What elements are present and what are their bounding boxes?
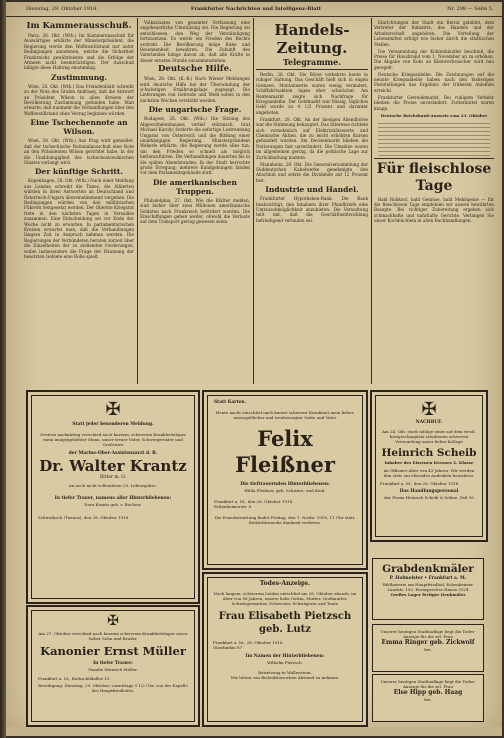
obituary-mueller — [26, 605, 200, 727]
headline-zustimmung: Zustimmung. — [50, 72, 108, 82]
article-text: Frankfurter Hypotheken-Bank. Die Bank beabsichtigt, den Inhabern ihrer Pfandbriefe eine Umtauschmöglichkeit anzubieten. Die Verwaltung teilt mit, daß die Geschäftsentwicklung befriedigend verlaufen sei. — [256, 196, 368, 223]
deceased-name: Frau Elisabeth Pietzsch geb. Lutz — [218, 611, 352, 635]
ad-place-date: Frankfurt a. M., den 28. Oktober 1918. — [380, 481, 460, 486]
ad-top-line: Statt jeder besonderen Meldung. — [72, 422, 154, 427]
article-text: Volksstaates von gesamter Verfassung eine ungeheuerliche Umwälzung sei. Die Regierung sei entschlossen, den Weg der Verständigung fortzusetzen. Es werde ein Frieden des Rechts erstrebt. Die Bevölkerung möge Ruhe und Besonnenheit bewahren. Die Zukunft des Vaterlandes hänge davon ab, daß alle Kräfte in dieser ernsten Stunde zusammenstehen. — [140, 20, 250, 63]
ad-firm: P. Holmeister • Frankfurt a. M. — [389, 576, 467, 581]
article-text: Frankfurt, 28. Okt. An der hiesigen Abendbörse war die Stimmung behauptet. Das Interesse richtete sich vornehmlich auf Elektrizitätswerte und Chemische Aktien, die zu leicht erhöhten Kursen gehandelt wurden. Am Devisenmarkt blieben die Notierungen fast unverändert. Die Umsätze waren im allgemeinen gering, da die politische Lage zur Zurückhaltung mahnte. — [256, 116, 368, 160]
ad-text: Nach langem, schwerem Leiden entschlief am 28. Oktober abends, im Alter von 56 Jahren, unsere liebe Gattin, Mutter, Großmutter, Schwiegermutter, Schwester, Schwägerin und Tante — [213, 591, 357, 606]
article-text: Wien, 28. Okt. (Wtb.) Aus Prag wird gemeldet, daß der tschechische Nationalausschuß eine Note an den Präsidenten Wilson gerichtet habe, in der die Unabhängigkeit des tschechoslowakischen Staates verlangt wird. — [24, 138, 134, 165]
telegramme-subtitle: Telegramme. — [282, 57, 342, 67]
ad-burial: Die Feuerbestattung findet Freitag, den 1. Novbr. 1918, 11 Uhr statt. — [214, 515, 356, 520]
ad-burial: Beisetzung in Wallenstein. — [258, 670, 312, 675]
column-1 — [24, 20, 134, 382]
ad-mourners: Die tieftrauernden Hinterbliebenen: — [240, 482, 330, 487]
reichsbank-table — [378, 120, 490, 156]
headline-schritt: Der künftige Schritt. — [35, 167, 123, 177]
page-bottom-margin — [6, 727, 502, 736]
ad-note: Beileidsbesuche dankend verbeten. — [248, 520, 322, 525]
headline-ungarische-frage: Die ungarische Frage. — [148, 105, 242, 115]
ad-mourners: In tiefer Trauer, namens aller Hinterbliebenen: — [54, 496, 172, 501]
ad-top-line: Statt Karten. — [214, 400, 247, 405]
deceased-name: Else Hipp geb. Haag — [393, 689, 463, 696]
masthead-title: Frankfurter Nachrichten und Intelligenz-Blatt — [190, 6, 322, 12]
iron-cross-icon: ✠ — [107, 613, 119, 629]
deceased-name: Emma Ringer geb. Zickwolf — [381, 639, 475, 646]
ad-place-date: Frankfurt a. M., Rothschildallee 15. — [38, 676, 111, 681]
article-text: Einrichtungen der Stadt ein Beirat gebildet, dem Vertreter der Industrie, des Handels und der Arbeiterschaft angehören. Die Verteilung der Lebensmittel erfolgt wie bisher durch die städtischen Stellen. — [374, 20, 494, 47]
headline-amerikanische-truppen: Die amerikanischen Truppen. — [153, 177, 237, 196]
column-rule — [137, 18, 138, 384]
ad-mourners: In tiefer Trauer: — [93, 661, 133, 666]
ad-signature: Hilda Fleißner, geb. Schwarz, und Kind. — [244, 488, 326, 493]
ad-signature: der Firma Heinrich Scheib & Söhne, Zeil 99 — [384, 495, 474, 500]
masthead — [6, 2, 502, 17]
article-text: Bald Rohkost, bald Gemüse, bald Mehlspeise — für die fleischlosen Tage empfehlen wir unsere bewährten Rezepte. Bei richtiger Zubereitung ergeben sich schmackhafte und nahrhafte Gerichte. Verlangen Sie unser Kochbüchlein in allen Buchhandlungen. — [374, 196, 494, 224]
ad-text: Am 24. Okt. starb infolge einer auf dem westl. Kriegsschauplatz erhaltenen schweren Verwundung unser lieber Kollege — [382, 429, 476, 444]
headline-industrie: Industrie und Handel. — [265, 185, 359, 195]
ad-signature: Wilhelm Pietzsch. — [266, 660, 304, 665]
obituary-krantz — [26, 390, 200, 604]
ad-subline: Ritter m. O. — [99, 475, 127, 480]
ad-signature: Familie Heinrich Müller. — [88, 667, 138, 672]
article-text: Berlin, 28. Okt. Die Börse verkehrte heute in ruhiger Haltung. Das Geschäft hielt sich in engen Grenzen. Montanwerte waren wenig verändert, Schiffahrtsaktien lagen eher schwächer. Am Rentenmarkt zeigte sich Nachfrage für Kriegsanleihe. Der Geldmarkt war flüssig, tägliches Geld wurde zu 4 1/2 Prozent und darunter angeboten. — [256, 72, 368, 115]
ad-top-line: NACHRUF. — [415, 420, 443, 425]
ad-address: Eckenheimerstr. 8 — [214, 504, 252, 509]
ad-mourners: Im Namen der Hinterbliebenen: — [245, 654, 325, 659]
article-text: Kopenhagen, 28. Okt. (Wtb.) Nach einer Meldung aus London schreibt die Times, die Alliierten würden in ihren Antworten an Deutschland und Österreich-Ungarn übereinstimmend vorgehen. Die Bedingungen würden von den militärischen Führern festgesetzt werden. Der Oberste Kriegsrat trete in den nächsten Tagen in Versailles zusammen. Eine Entscheidung sei vor Ende der Woche nicht zu erwarten. In parlamentarischen Kreisen erwartet man, daß die Verhandlungen längere Zeit in Anspruch nehmen werden. Die Regierungen der Verbündeten beraten zurzeit über die Einzelheiten der zu stellenden Forderungen, wobei insbesondere die Frage der Räumung der besetzten Gebiete eine Rolle spielt. — [24, 178, 134, 259]
ad-text: bei. — [424, 647, 432, 652]
article-text: Frankfurter Getreidemarkt. Bei ruhigem Verkehr blieben die Preise unverändert. Futtermittel waren knapp. — [374, 94, 494, 111]
article-text: Philadelphia, 27. Okt. Wie die Blätter melden, sind bisher über zwei Millionen amerikanische Soldaten nach Frankreich befördert worden. Die Einschiffungen gehen weiter, obwohl die Verluste auf dem Transport gering gewesen seien. — [140, 197, 250, 225]
ad-address: Oberlindau 87 — [213, 645, 243, 650]
masthead-date: Dienstag, 29. Oktober 1918. — [26, 6, 98, 12]
ad-text: im noch nicht vollendeten 29. Lebensjahre. — [69, 483, 157, 488]
masthead-page: Nr. 298 — Seite 5 — [447, 6, 492, 12]
deceased-name: Dr. Walter Krantz — [39, 457, 187, 475]
fleischlose-tage-title: Für fleischlose Tage — [376, 160, 492, 194]
article-text: Wien, 28. Okt. (Wtb.) Das Fremdenblatt schreibt zu der Note des Grafen Andrassy, daß die Antwort an Präsident Wilson in allen Kreisen der Bevölkerung Zustimmung gefunden habe. Man erwarte, daß nunmehr die Verhandlungen über den Waffenstillstand ohne Verzug beginnen würden. — [24, 83, 134, 116]
ad-address: Bildhauerei am Hauptfriedhof, Eckenheimer Landstr. 192, Fernsprecher Hansa 5124 — [382, 582, 474, 592]
ad-text: bei. — [424, 697, 432, 702]
ad-rank: der Marine-Ober-Assistenzarzt d. R. — [68, 451, 158, 456]
column-4 — [374, 20, 494, 382]
column-3 — [256, 20, 368, 382]
ad-grabdenkmaeler — [372, 558, 484, 620]
ad-note: Wir bitten von Beileidsbesuchen Abstand zu nehmen. — [230, 675, 340, 680]
ad-text: Unserer heutigen Stadtauflage liegt die Todes-Anzeige für die sel. Frau — [380, 629, 476, 639]
notice-stadtauflage-1 — [372, 624, 484, 672]
obituary-fleissner — [202, 390, 368, 570]
notice-stadtauflage-2 — [372, 674, 484, 722]
ad-place-date: Frankfurt a. M., 28. Oktober 1918. — [213, 640, 284, 645]
ad-text: Gestern nachmittag verschied nach kurzem, schwerem Krankheitslager mein innigstgeliebter Mann, unser treuer Vater, Schwiegervater und Großvater — [40, 432, 186, 447]
newspaper-page — [6, 2, 502, 736]
ad-burial: Beerdigung: Dienstag, 29. Oktober, vormittags 9 1/2 Uhr, von der Kapelle des Hauptfriedhofes. — [38, 683, 188, 693]
iron-cross-icon: ✠ — [105, 399, 121, 420]
deceased-name: Felix Fleißner — [235, 426, 335, 477]
article-text: Deutsche Kriegsanleihe. Die Zeichnungen auf die neunte Kriegsanleihe haben nach den bisherigen Feststellungen das Ergebnis der früheren Anleihen erreicht. — [374, 71, 494, 93]
ad-top-line: Todes-Anzeige. — [259, 580, 311, 587]
headline-deutsche-hilfe: Deutsche Hilfe. — [158, 64, 232, 75]
reichsbank-title: Deutsche Reichsbank-Ausweis vom 23. Oktober — [380, 112, 488, 118]
column-rule — [253, 18, 254, 384]
ad-text: Heute nacht entschlief nach kurzer schwerer Krankheit mein lieber, unvergeßlicher und treubesorgter Gatte und Vater — [215, 410, 355, 420]
ad-subline: Großes Lager fertiger Denkmäler — [390, 592, 466, 597]
ad-signature: Das Handlungspersonal — [399, 489, 459, 494]
deceased-name: Heinrich Scheib — [381, 447, 477, 459]
ad-place-date: Schwalbach (Taunus), den 28. Oktober 1918. — [38, 515, 130, 520]
ad-text: Am 27. Oktober verschied nach kurzem schwerem Krankheitslager unser lieber Sohn und Bruder — [38, 631, 188, 641]
headline-kammerausschuss: Im Kammerausschuß. — [26, 21, 132, 31]
ad-place-date: Frankfurt a. M., den 28. Oktober 1918. — [214, 499, 294, 504]
ad-subline: Inhaber des Eisernen Kreuzes 2. Klasse — [384, 460, 474, 465]
article-text: Wien, 28. Okt. (K.-B.) Nach Wiener Meldungen wird deutsche Hilfe bei der Überwindung der schwierigen Ernährungslage zugesagt. Die Lieferungen von Getreide und Mehl sollen in den nächsten Wochen verstärkt werden. — [140, 76, 250, 103]
obituary-pietzsch — [202, 572, 368, 727]
handels-zeitung-title: Handels-Zeitung. — [274, 21, 350, 57]
article-text: Mannheim, 28. Okt. Die Generalversammlung der Süddeutschen Kabelwerke genehmigte den Abschluß und setzte die Dividende auf 12 Prozent fest. — [256, 161, 368, 183]
ad-text: im Offiziers-Alter von 43 Jahren. Wir werden ihm stets ein ehrendes Andenken bewahren. — [383, 468, 475, 478]
headline-tschechennote: Eine Tschechennote an Wilson. — [30, 118, 128, 137]
article-text: Paris, 28. Okt. (Wtb.) Im Kammerausschuß für Auswärtiges erklärte der Ministerpräsident, die Regierung werde den Waffenstillstand nur unter Bedingungen annehmen, welche die Sicherheit Frankreichs gewährleisten und die Erfolge der Armeen nicht beeinträchtigen. Der Ausschuß billigte diese Haltung einstimmig. — [24, 33, 134, 71]
obituary-scheib — [370, 390, 488, 542]
deceased-name: Kanonier Ernst Müller — [40, 644, 186, 658]
ad-title: Grabdenkmäler — [382, 563, 474, 575]
ad-signature: Dora Krantz geb. v. Rochow. — [84, 502, 142, 507]
iron-cross-icon: ✠ — [421, 399, 437, 420]
ad-text: Unserer heutigen Stadtauflage liegt die Todes-Anzeige für die sel. Frau — [380, 679, 476, 689]
column-rule — [371, 18, 372, 384]
article-text: Budapest, 28. Okt. (Wtb.) Die Sitzung des Abgeordnetenhauses verlief stürmisch. Graf Michael Karolyi forderte die sofortige Lostrennung Ungarns von Österreich und die Bildung einer unabhängigen Regierung. Ministerpräsident Wekerle erklärte, die Regierung werde alles tun, um den Frieden so schnell als möglich herbeizuführen. Die Verhandlungen dauerten bis in die späten Abendstunden. In der Stadt herrschte große Erregung; mehrere Kundgebungen fanden vor dem Parlamentsgebäude statt. — [140, 116, 250, 176]
column-2 — [140, 20, 250, 382]
article-text: Die Versammlung der Kohlenhändler beschloß, die Preise für Hausbrand vom 1. November an zu erhöhen. Die Abgabe von Koks an Kleinverbraucher wird neu geregelt. — [374, 48, 494, 70]
